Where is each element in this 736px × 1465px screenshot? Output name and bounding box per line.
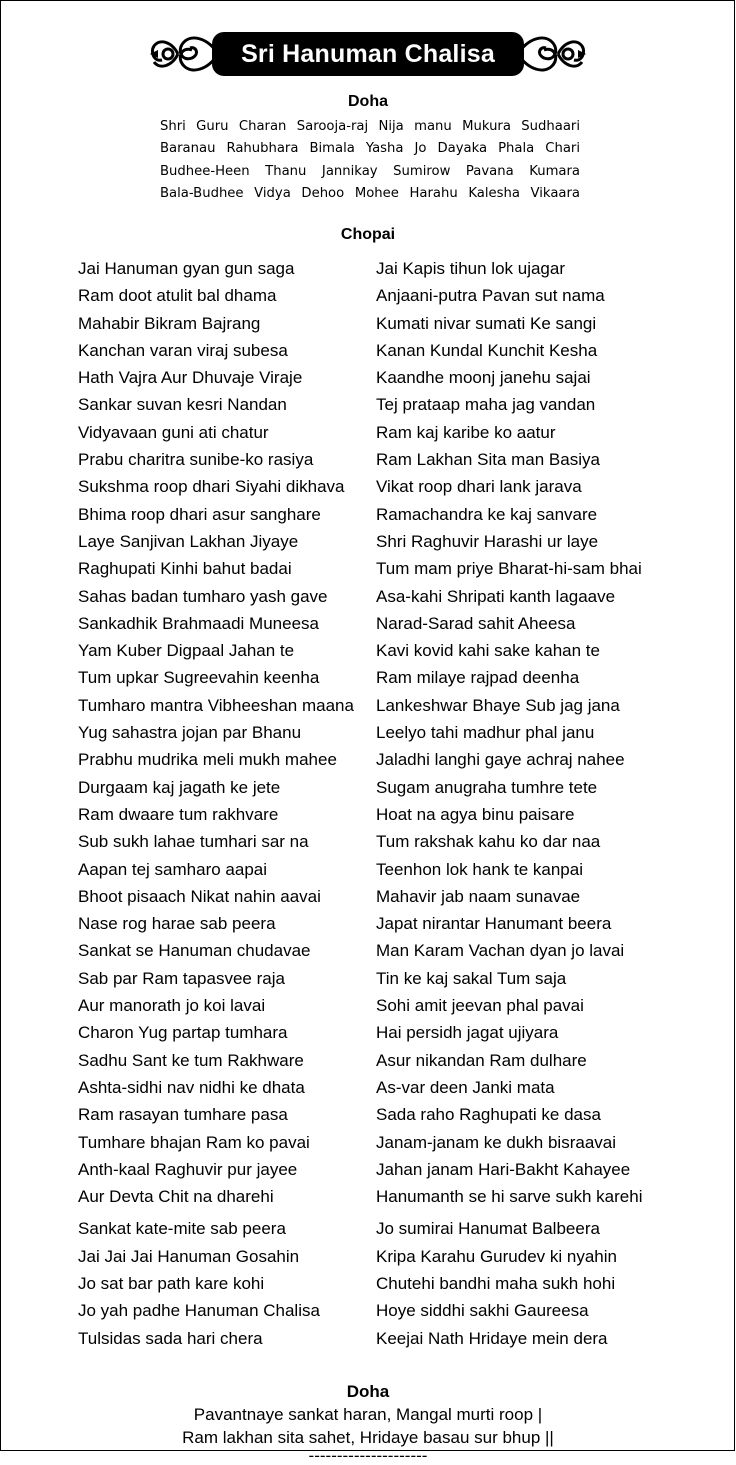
verse-right: Jo sumirai Hanumat Balbeera (376, 1219, 600, 1239)
verse-left: Jo yah padhe Hanuman Chalisa (78, 1301, 320, 1321)
verse-right: Shri Raghuvir Harashi ur laye (376, 531, 599, 551)
verse-row (0, 505, 736, 532)
verse-left: Sab par Ram tapasvee raja (78, 968, 285, 988)
doha-verse (160, 116, 580, 206)
verse-row (0, 477, 736, 504)
verse-left: Aur Devta Chit na dharehi (78, 1187, 274, 1207)
doha-line: Bala-Budhee Vidya Dehoo Mohee Harahu Kalesha Vikaara (160, 186, 580, 202)
verse-row (0, 395, 736, 422)
verse-right: Kripa Karahu Gurudev ki nyahin (376, 1246, 617, 1266)
verse-row (0, 1133, 736, 1160)
verse-right: Jai Kapis tihun lok ujagar (376, 259, 566, 278)
verse-row (0, 641, 736, 668)
verse-row (0, 1301, 736, 1328)
verse-left: Aur manorath jo koi lavai (78, 996, 266, 1016)
verse-right: Kanan Kundal Kunchit Kesha (376, 340, 598, 360)
verse-row (0, 668, 736, 695)
verse-row (0, 1078, 736, 1105)
verse-left: Jai Jai Jai Hanuman Gosahin (78, 1246, 300, 1266)
verse-right: Ram milaye rajpad deenha (376, 668, 580, 688)
verse-right: Japat nirantar Hanumant beera (376, 914, 612, 934)
verse-left: Aapan tej samharo aapai (78, 859, 268, 879)
ornament-right-icon (516, 28, 588, 80)
verse-left: Sukshma roop dhari Siyahi dikhava (78, 477, 345, 497)
verse-row (0, 1274, 736, 1301)
verse-right: Lankeshwar Bhaye Sub jag jana (376, 695, 620, 715)
verse-right: Narad-Sarad sahit Aheesa (376, 613, 576, 633)
verse-row (0, 1051, 736, 1078)
verse-left: Anth-kaal Raghuvir pur jayee (78, 1159, 298, 1179)
verse-left: Prabhu mudrika meli mukh mahee (78, 750, 337, 770)
verse-right: Leelyo tahi madhur phal janu (376, 723, 595, 743)
verse-right: Sohi amit jeevan phal pavai (376, 996, 584, 1016)
verse-right: Teenhon lok hank te kanpai (376, 859, 583, 879)
verse-row (0, 341, 736, 368)
verse-row (0, 314, 736, 341)
verse-row (0, 1160, 736, 1187)
verse-left: Tulsidas sada hari chera (78, 1328, 263, 1348)
verse-right: Sugam anugraha tumhre tete (376, 777, 598, 797)
verse-row (0, 368, 736, 395)
verse-left: Hath Vajra Aur Dhuvaje Viraje (78, 368, 303, 388)
verse-right: Kumati nivar sumati Ke sangi (376, 313, 597, 333)
verse-row (0, 1219, 736, 1246)
verse-row (0, 614, 736, 641)
verse-right: Keejai Nath Hridaye mein dera (376, 1328, 608, 1348)
verse-left: Yam Kuber Digpaal Jahan te (78, 641, 295, 661)
verse-left: Mahabir Bikram Bajrang (78, 313, 261, 333)
verse-left: Kanchan varan viraj subesa (78, 340, 288, 360)
verse-left: Laye Sanjivan Lakhan Jiyaye (78, 531, 299, 551)
verse-left: Charon Yug partap tumhara (78, 1023, 288, 1043)
verse-right: Hai persidh jagat ujiyara (376, 1023, 559, 1043)
closing-separator: --------------------- (308, 1446, 428, 1465)
verse-right: Jaladhi langhi gaye achraj nahee (376, 750, 625, 770)
verse-row (0, 723, 736, 750)
verse-row (0, 423, 736, 450)
verse-right: Asa-kahi Shripati kanth lagaave (376, 586, 616, 606)
verse-row (0, 259, 736, 286)
verse-left: Tum upkar Sugreevahin keenha (78, 668, 320, 688)
verse-left: Ram dwaare tum rakhvare (78, 804, 279, 824)
verse-right: Ramachandra ke kaj sanvare (376, 504, 598, 524)
verse-left: Sadhu Sant ke tum Rakhware (78, 1050, 304, 1070)
verse-row (0, 1105, 736, 1132)
verse-row (0, 532, 736, 559)
verse-left: Raghupati Kinhi bahut badai (78, 559, 292, 579)
verse-left: Tumhare bhajan Ram ko pavai (78, 1132, 310, 1152)
verse-row (0, 559, 736, 586)
verse-row (0, 286, 736, 313)
closing-doha (0, 1380, 736, 1463)
verse-row (0, 969, 736, 996)
verse-left: Ram doot atulit bal dhama (78, 286, 277, 306)
verse-row (0, 914, 736, 941)
verse-right: Asur nikandan Ram dulhare (376, 1050, 587, 1070)
verse-row (0, 1187, 736, 1214)
verse-row (0, 941, 736, 968)
doha-heading: Doha (348, 93, 388, 110)
verse-row (0, 1247, 736, 1274)
verse-left: Jo sat bar path kare kohi (78, 1273, 265, 1293)
verse-right: Kavi kovid kahi sake kahan te (376, 641, 600, 661)
verse-row (0, 996, 736, 1023)
title-banner (148, 28, 588, 80)
verse-right: Man Karam Vachan dyan jo lavai (376, 941, 625, 961)
verse-right: Tej prataap maha jag vandan (376, 395, 596, 415)
verse-row (0, 860, 736, 887)
verse-left: Yug sahastra jojan par Bhanu (78, 723, 302, 743)
verse-right: As-var deen Janki mata (376, 1077, 555, 1097)
verse-right: Ram Lakhan Sita man Basiya (376, 450, 600, 470)
doha-line: Budhee-Heen Thanu Jannikay Sumirow Pavana Kumara (160, 163, 580, 179)
verse-row (0, 1023, 736, 1050)
verse-row (0, 805, 736, 832)
chopai-heading: Chopai (340, 226, 396, 243)
verse-left: Tumharo mantra Vibheeshan maana (78, 695, 354, 715)
verse-right: Hanumanth se hi sarve sukh karehi (376, 1187, 643, 1207)
verse-left: Vidyavaan guni ati chatur (78, 422, 269, 442)
verse-right: Anjaani-putra Pavan sut nama (376, 286, 605, 306)
chopai-verses (0, 259, 736, 1356)
verse-left: Bhoot pisaach Nikat nahin aavai (78, 886, 321, 906)
verse-left: Sub sukh lahae tumhari sar na (78, 832, 309, 852)
verse-right: Mahavir jab naam sunavae (376, 886, 581, 906)
verse-left: Sankar suvan kesri Nandan (78, 395, 287, 415)
verse-row (0, 832, 736, 859)
verse-row (0, 778, 736, 805)
verse-left: Sankadhik Brahmaadi Muneesa (78, 613, 319, 633)
verse-left: Sankat kate-mite sab peera (78, 1219, 286, 1239)
verse-left: Bhima roop dhari asur sanghare (78, 504, 321, 524)
verse-right: Sada raho Raghupati ke dasa (376, 1105, 601, 1125)
verse-left: Ashta-sidhi nav nidhi ke dhata (78, 1077, 305, 1097)
verse-row (0, 1329, 736, 1356)
verse-right: Hoat na agya binu paisare (376, 804, 575, 824)
verse-right: Kaandhe moonj janehu sajai (376, 368, 591, 388)
doha-line: Shri Guru Charan Sarooja-raj Nija manu Mukura Sudhaari (160, 119, 580, 134)
verse-row (0, 696, 736, 723)
verse-left: Sahas badan tumharo yash gave (78, 586, 328, 606)
verse-row (0, 750, 736, 777)
verse-right: Chutehi bandhi maha sukh hohi (376, 1273, 616, 1293)
closing-doha-line: Pavantnaye sankat haran, Mangal murti roop | (193, 1405, 543, 1424)
closing-doha-heading: Doha (346, 1382, 390, 1401)
verse-left: Prabu charitra sunibe-ko rasiya (78, 450, 314, 470)
verse-right: Janam-janam ke dukh bisraavai (376, 1132, 617, 1152)
verse-left: Nase rog harae sab peera (78, 914, 276, 934)
verse-row (0, 887, 736, 914)
closing-doha-line: Ram lakhan sita sahet, Hridaye basau sur bhup || (182, 1428, 554, 1447)
verse-left: Jai Hanuman gyan gun saga (78, 259, 295, 278)
verse-right: Jahan janam Hari-Bakht Kahayee (376, 1159, 631, 1179)
verse-right: Tum rakshak kahu ko dar naa (376, 832, 601, 852)
verse-right: Tum mam priye Bharat-hi-sam bhai (376, 559, 642, 579)
verse-right: Hoye siddhi sakhi Gaureesa (376, 1301, 589, 1321)
verse-left: Sankat se Hanuman chudavae (78, 941, 311, 961)
ornament-left-icon (148, 28, 220, 80)
verse-left: Durgaam kaj jagath ke jete (78, 777, 281, 797)
verse-right: Tin ke kaj sakal Tum saja (376, 968, 567, 988)
verse-left: Ram rasayan tumhare pasa (78, 1105, 288, 1125)
doha-line: Baranau Rahubhara Bimala Yasha Jo Dayaka Phala Chari (160, 141, 580, 157)
verse-row (0, 450, 736, 477)
verse-row (0, 587, 736, 614)
verse-right: Vikat roop dhari lank jarava (376, 477, 582, 497)
verse-right: Ram kaj karibe ko aatur (376, 422, 556, 442)
page-title: Sri Hanuman Chalisa (212, 32, 524, 76)
